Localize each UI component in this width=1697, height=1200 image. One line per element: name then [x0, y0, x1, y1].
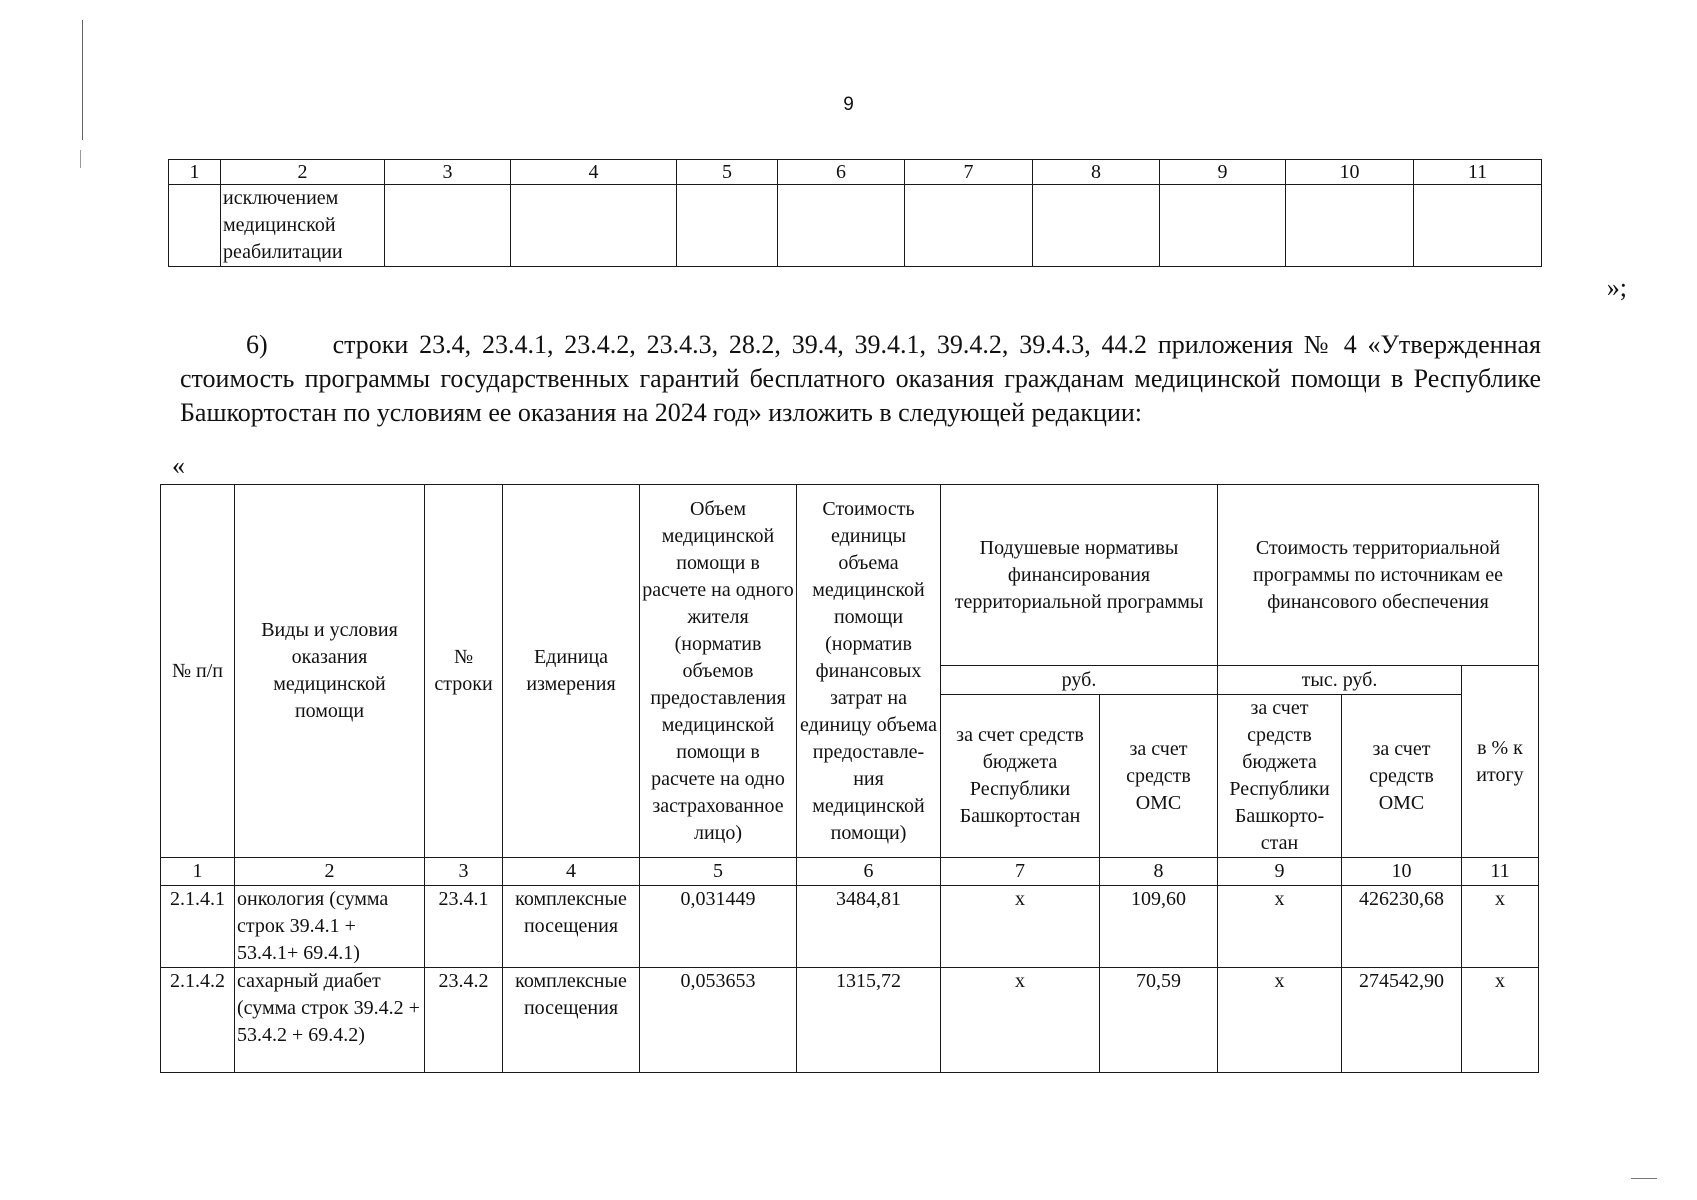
header-budget-rb-thousand: за счет средств бюджета Республики Башкорто-стан	[1218, 695, 1342, 858]
cost-table	[160, 484, 1539, 1073]
column-number: 4	[511, 160, 677, 185]
cell-percent: х	[1462, 968, 1539, 1073]
column-number: 10	[1342, 858, 1462, 886]
header-territorial-cost: Стоимость территориальной программы по источникам ее финансового обеспечения	[1218, 485, 1539, 666]
cell-cost: 3484,81	[797, 886, 941, 968]
margin-line	[80, 150, 81, 168]
cell-tc-budget: х	[1218, 968, 1342, 1073]
cell-pc-budget: х	[941, 886, 1100, 968]
column-number: 2	[235, 858, 425, 886]
header-percent: в % к итогу	[1462, 666, 1539, 858]
opening-quote: «	[172, 451, 185, 480]
column-number: 7	[905, 160, 1033, 185]
header-per-capita: Подушевые нормативы финансирования территориальной программы	[941, 485, 1218, 666]
cell-cost: 1315,72	[797, 968, 941, 1073]
column-number: 5	[677, 160, 778, 185]
cell-pc-oms: 109,60	[1100, 886, 1218, 968]
header-pp: № п/п	[161, 485, 235, 858]
column-number: 5	[640, 858, 797, 886]
column-number: 6	[797, 858, 941, 886]
cell-pc-oms: 70,59	[1100, 968, 1218, 1073]
column-number: 9	[1218, 858, 1342, 886]
cell-percent: х	[1462, 886, 1539, 968]
cell-name: онкология (сумма строк 39.4.1 + 53.4.1+ 69.4.1)	[235, 886, 425, 968]
cell-pp: 2.1.4.2	[161, 968, 235, 1073]
column-number-row	[169, 160, 1542, 185]
paragraph-text: строки 23.4, 23.4.1, 23.4.2, 23.4.3, 28.2, 39.4, 39.4.1, 39.4.2, 39.4.3, 44.2 приложения № 4 «Утвержденная стоимость программы государственных гарантий бесплатного оказания гражданам медицинской помощи в Республике Башкортостан по условиям ее оказания на 2024 год» изложить в следующей редакции:	[180, 330, 1542, 427]
column-number: 2	[221, 160, 385, 185]
scan-mark	[1631, 1178, 1657, 1179]
column-number: 6	[778, 160, 905, 185]
paragraph-lead: 6)	[246, 330, 268, 359]
cell-volume: 0,053653	[640, 968, 797, 1073]
amendment-paragraph	[180, 328, 1541, 430]
cell-pc-budget: х	[941, 968, 1100, 1073]
header-oms: за счет средств ОМС	[1100, 695, 1218, 858]
cell-tc-oms: 426230,68	[1342, 886, 1462, 968]
column-number: 8	[1033, 160, 1160, 185]
column-number: 3	[425, 858, 503, 886]
column-number: 1	[161, 858, 235, 886]
column-number: 3	[385, 160, 511, 185]
closing-quote: »;	[1606, 273, 1627, 302]
header-oms-thousand: за счет средств ОМС	[1342, 695, 1462, 858]
header-row-no: № строки	[425, 485, 503, 858]
column-number: 9	[1160, 160, 1286, 185]
cell-volume: 0,031449	[640, 886, 797, 968]
table-row	[169, 185, 1542, 267]
column-number: 11	[1462, 858, 1539, 886]
cell-row-no: 23.4.2	[425, 968, 503, 1073]
column-number: 10	[1286, 160, 1414, 185]
margin-line	[82, 20, 83, 140]
header-types: Виды и условия оказания медицинской помощи	[235, 485, 425, 858]
cell-tc-oms: 274542,90	[1342, 968, 1462, 1073]
column-number: 11	[1414, 160, 1542, 185]
header-volume: Объем медицинской помощи в расчете на одного жителя (норматив объемов предоставления медицинской помощи в расчете на одно застрахованное лицо)	[640, 485, 797, 858]
cell-unit: комплексные посещения	[503, 886, 640, 968]
cell-tc-budget: х	[1218, 886, 1342, 968]
table-row	[161, 886, 1539, 968]
column-number: 7	[941, 858, 1100, 886]
continuation-table	[168, 159, 1542, 267]
cell-name: сахарный диабет (сумма строк 39.4.2 + 53.4.2 + 69.4.2)	[235, 968, 425, 1073]
header-cost: Стоимость единицы объема медицинской помощи (норматив финансовых затрат на единицу объема предоставле-ния медицинской помощи)	[797, 485, 941, 858]
continuation-text: исключением медицинской реабилитации	[221, 185, 385, 267]
table-row	[161, 968, 1539, 1073]
header-thousand-rub: тыс. руб.	[1218, 666, 1462, 695]
header-unit: Единица измерения	[503, 485, 640, 858]
column-number: 4	[503, 858, 640, 886]
page-number: 9	[843, 94, 854, 115]
header-row	[161, 485, 1539, 666]
column-number: 8	[1100, 858, 1218, 886]
header-rub: руб.	[941, 666, 1218, 695]
header-budget-rb: за счет средств бюджета Республики Башкортостан	[941, 695, 1100, 858]
cell-unit: комплексные посещения	[503, 968, 640, 1073]
column-number: 1	[169, 160, 221, 185]
column-number-row	[161, 858, 1539, 886]
cell-row-no: 23.4.1	[425, 886, 503, 968]
cell-pp: 2.1.4.1	[161, 886, 235, 968]
